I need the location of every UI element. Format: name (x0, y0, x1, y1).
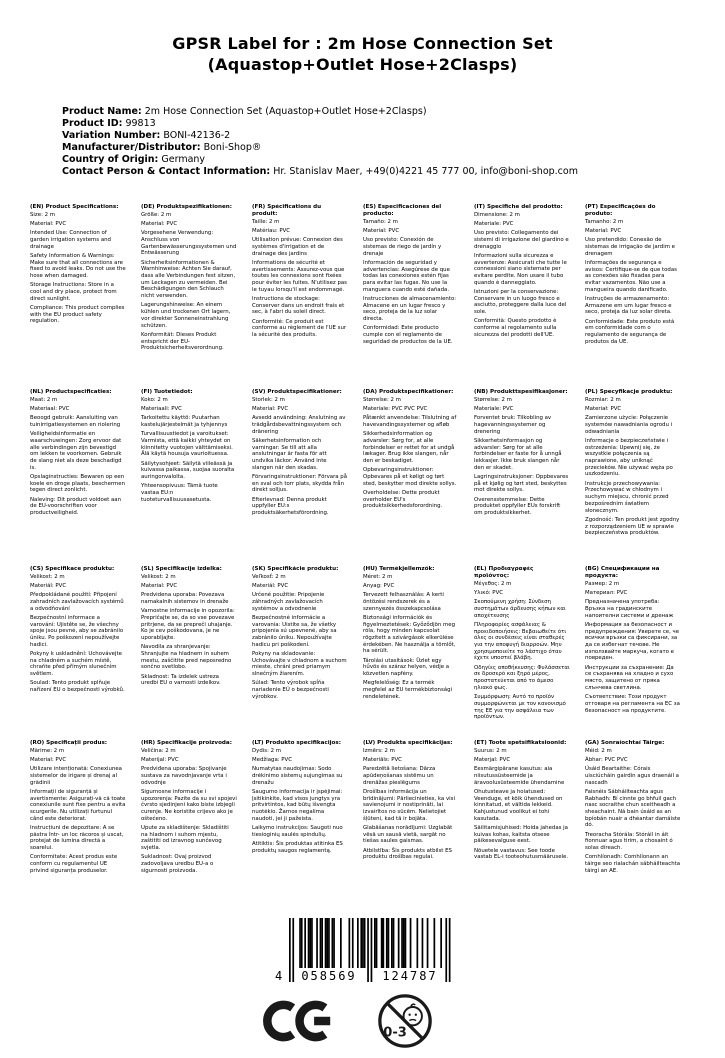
spec-line: Ohutusteave ja hoiatused: Veenduge, et kõik ühendused on kinnitatud, et vältida lekkeid. Kahjustunud voolikut ei tohi kasutada. (474, 788, 563, 822)
spec-line: Súlad: Tento výrobok spĺňa nariadenie EÚ o bezpečnosti výrobkov. (252, 680, 329, 700)
spec-line: Dimensione: 2 m (474, 211, 520, 218)
spec-line: Informacje o bezpieczeństwie i ostrzeżenia: Upewnij się, że wszystkie połączenia są naprawione, aby uniknąć przecieków. Nie używać węża po uszkodzeniu. (585, 437, 673, 478)
spec-line: Overholdelse: Dette produkt overholder EU's produktsikkerhedsforordning. (363, 490, 443, 510)
spec-block-ro (30, 740, 126, 878)
spec-block-es (363, 204, 459, 389)
spec-line: Storage Instructions: Store in a cool and dry place, protect from direct sunlight. (30, 282, 117, 302)
spec-line: Tárolási utasítások: Üzlet egy hűvös és száraz helyen, védje a közvetlen napfény. (363, 657, 450, 678)
spec-line: Съответствие: Този продукт отговаря на регламента на ЕС за безопасност на продуктите. (585, 694, 680, 714)
spec-line: Material: PVC (141, 582, 178, 589)
compliance-symbols (0, 992, 695, 1050)
spec-block-header: (NL) Productspecificaties: (30, 388, 112, 395)
spec-line: Informații de siguranță și avertismente: Asigurați-vă că toate conexiunile sunt fixe pentru a evita scurgerile. Nu utilizați furtunul când este deteriorat. (30, 788, 126, 822)
spec-line: Sicherheitsinformationen & Warnhinweise: Achten Sie darauf, dass alle Verbindungen fest sitzen, um Leckagen zu vermeiden. Bei Beschädigungen den Schlauch nicht verwenden. (141, 259, 236, 300)
spec-line: Instruções de armazenamento: Armazene em um lugar fresco e seco, proteja da luz solar direta. (585, 296, 672, 316)
spec-line: Størrelse: 2 m (363, 396, 401, 403)
product-info-label: Country of Origin: (62, 153, 159, 165)
spec-line: Material: PVC (141, 220, 178, 227)
svg-text:0-3: 0-3 (382, 1025, 407, 1041)
spec-line: Συμμόρφωση: Αυτό το προϊόν συμμορφώνεται με τον κανονισμό της ΕΕ για την ασφάλεια των προϊόντων. (474, 694, 566, 721)
spec-line: Efterlevnad: Denna produkt uppfyller EU:s produktsäkerhetsförordning. (252, 496, 329, 517)
spec-line: Sukladnost: Ovaj proizvod zadovoljava uredbu EU-a o sigurnosti proizvoda. (141, 854, 214, 874)
spec-line: Navodila za shranjevanje: Shranjujte na hladnem in suhem mestu, zaščitite pred neposredno sončno svetlobo. (141, 644, 232, 671)
spec-line: Atitiktis: Šis produktas atitinka ES produktų saugos reglamentą. (252, 841, 343, 854)
spec-line: Sigurnosne informacije i upozorenja: Pazite da su svi spojevi čvrsto sjedinjeni kako biste izbjegli curenje. Ne koristite crijevo ako je oštećeno. (141, 788, 237, 822)
spec-line: Tamaño: 2 m (363, 218, 398, 225)
spec-line: Uso previsto: Collegamento dei sistemi di irrigazione del giardino e drenaggio (474, 230, 569, 250)
spec-line: Drošības informācija un brīdinājumi: Pārliecinieties, ka visi savienojumi ir nostiprināti, lai izvairītos no sūcēm. Nelietojiet šļūteni, kad tā ir bojāta. (363, 788, 455, 822)
age-warning-0-3-icon (376, 992, 434, 1050)
product-info-label: Contact Person & Contact Information: (62, 165, 271, 177)
spec-line: Opslaginstructies: Bewaren op een koele en droge plaats, beschermen tegen direct zonlicht. (30, 474, 126, 494)
spec-line: Úsáid Beartaithe: Córais uisciúcháin gairdín agus draenáil a nascadh (585, 766, 679, 786)
spec-line: Treoracha Stórála: Stóráil in áit fionnuar agus tirim, a chosaint ó solas díreach. (585, 831, 673, 852)
spec-line: Conformitate: Acest produs este conform cu regulamentul UE privind siguranța produselor. (30, 854, 118, 874)
spec-block-pl (585, 389, 681, 566)
spec-line: Nõuetele vastavus: See toode vastab EL-i tooteohutusmäärusele. (474, 847, 569, 861)
spec-block-sl (141, 566, 237, 740)
spec-line: Utilizare intenționată: Conexiunea sistemelor de irigare și drenaj al grădinii (30, 766, 122, 786)
footer (0, 918, 725, 1050)
product-info-line (62, 118, 685, 130)
spec-line: Σκοπούμενη χρήση: Σύνδεση συστημάτων άρδευσης κήπων και αποχέτευσης (474, 599, 566, 619)
product-info-line (62, 106, 685, 118)
spec-line: Lagerungshinweise: An einem kühlen und trockenen Ort lagern, vor direkter Sonneneinstrahlung schützen. (141, 302, 231, 329)
spec-line: Bezpečnostní informace a varování: Ujistěte se, že všechny spoje jsou pevné, aby se zabránilo úniku. Po poškození nepoužívejte hadici. (30, 614, 124, 648)
spec-block-header: (EL) Προδιαγραφές προϊόντος: (474, 565, 534, 579)
spec-block-ga (585, 740, 681, 878)
spec-line: Forventet bruk: Tilkobling av hagevanningssystemer og drenering (474, 415, 552, 435)
spec-line: Upute za skladištenje: Skladištiti na hladnom i suhom mjestu, zaštititi od izravnog sunčevog svjetla. (141, 825, 229, 852)
spec-line: Naleving: Dit product voldoet aan de EU-voorschriften voor productveiligheid. (30, 496, 122, 517)
spec-line: Conformidad: Este producto cumple con el reglamento de seguridad de productos de la UE. (363, 325, 453, 345)
spec-line: Předpokládané použití: Připojení zahradních zavlažovacích systémů a odvodňování (30, 592, 124, 612)
spec-line: Yhteensopivuus: Tämä tuote vastaa EU:n tuoteturvallisuusasetusta. (141, 483, 218, 503)
spec-line: Zgodność: Ten produkt jest zgodny z rozporządzeniem UE w sprawie bezpieczeństwa produktów. (585, 516, 680, 537)
spec-line: Uso pretendido: Conexão de sistemas de irrigação de jardim e drenagem (585, 237, 675, 257)
spec-line: Información de seguridad y advertencias: Asegúrese de que todas las conexiones estén fijas para evitar las fugas. No use la manguera cuando esté dañada. (363, 259, 450, 293)
product-info-label: Product ID: (62, 117, 123, 129)
barcode-left-digit: 4 (274, 969, 282, 983)
spec-line: Anyag: PVC (363, 582, 395, 589)
ce-mark-icon (262, 996, 334, 1046)
spec-block-header: (ET) Toote spetsifikatsioonid: (474, 739, 567, 746)
spec-line: Určené použitie: Pripojenie záhradných zavlažovacích systémov a odvodnenie (252, 592, 325, 612)
spec-line: Size: 2 m (30, 211, 55, 218)
spec-block-en (30, 204, 126, 389)
spec-line: Μέγεθος: 2 m (474, 580, 512, 587)
spec-line: Atbilstība: Šis produkts atbilst ES produktu drošības regulai. (363, 847, 452, 861)
spec-line: Rozmiar: 2 m (585, 396, 621, 403)
spec-block-header: (HR) Specifikacije proizvoda: (141, 739, 232, 746)
spec-line: Bezpečnostné informácie a varovania: Uistite sa, že všetky pripojenia sú upevnené, aby sa zabránilo úniku. Nepoužívajte hadicu pri poškodení. (252, 614, 337, 648)
spec-line: Tarkoitettu käyttö: Puutarhan kastelujärjestelmät ja tyhjennys (141, 415, 228, 428)
spec-line: Instrucțiuni de depozitare: A se păstra într- un loc răcoros și uscat, protejat de lumina directă a soarelui. (30, 825, 124, 852)
spec-block-header: (LV) Produkta specifikācijas: (363, 739, 453, 746)
product-info-value: Boni-Shop® (200, 141, 262, 153)
spec-line: Påtænkt anvendelse: Tilslutning af havevandingssystemer og afløb (363, 415, 457, 428)
spec-line: Materiale: PVC PVC PVC (363, 405, 428, 412)
spec-block-nb (474, 389, 570, 566)
spec-line: Materjal: PVC (474, 756, 511, 763)
spec-line: Предназначена употреба: Връзка на градинските напоителни системи и дренаж (585, 599, 674, 619)
spec-line: Méid: 2 m (585, 747, 612, 754)
spec-line: Veličina: 2 m (141, 747, 176, 754)
product-info (62, 106, 685, 178)
spec-line: Lagringsinstruksjoner: Oppbevares på et kjølig og tørt sted, beskyttes mot direkte sollys. (474, 474, 569, 494)
spec-line: Predvidena uporaba: Povezava namakalnih sistemov in drenaže (141, 592, 229, 605)
product-info-line (62, 166, 685, 178)
spec-block-header: (PT) Especificações do produto: (585, 203, 656, 217)
spec-block-header: (SK) Špecifikácie produktu: (252, 565, 339, 572)
spec-line: Informations de sécurité et avertissements: Assurez-vous que toutes les connexions sont fixées pour éviter les fuites. N'utilisez pas le tuyau lorsqu'il est endommagé. (252, 259, 347, 293)
spec-line: Eesmärgipärane kasutus: aia niisutussüsteemide ja äravoolusüsteemide ühendamine (474, 766, 565, 786)
spec-block-header: (FR) Spécifications du produit: (252, 203, 322, 217)
spec-line: Vorgesehene Verwendung: Anschluss von Gartenbewässerungssystemen und Entwässerung (141, 230, 237, 257)
product-info-value: 2m Hose Connection Set (Aquastop+Outlet Hose+2Clasps) (141, 105, 427, 117)
spec-block-header: (CS) Specifikace produktu: (30, 565, 115, 572)
spec-line: Conformité: Ce produit est conforme au règlement de l'UE sur la sécurité des produits. (252, 318, 347, 339)
spec-line: Megfelelőség: Ez a termék megfelel az EU termékbiztonsági rendeletének. (363, 680, 452, 700)
spec-line: Material: PVC (30, 220, 67, 227)
spec-block-header: (DE) Produktspezifikationen: (141, 203, 232, 210)
product-info-label: Product Name: (62, 105, 142, 117)
spec-block-header: (IT) Specifiche del prodotto: (474, 203, 563, 210)
spec-line: Conformidade: Este produto está em conformidade com o regulamento de segurança de produtos da UE. (585, 318, 675, 345)
spec-line: Konformität: Dieses Produkt entspricht der EU-Produktsicherheitsverordnung. (141, 331, 224, 352)
spec-line: Compliance: This product complies with the EU product safety regulation. (30, 305, 125, 325)
page-title: GPSR Label for : 2m Hose Connection Set (Aquastop+Outlet Hose+2Clasps) (172, 34, 553, 74)
spec-line: Pokyny k uskladnění: Uchovávejte na chladném a suchém místě, chraňte před přímým slunečním světlem. (30, 651, 122, 678)
spec-line: Materiál: PVC (30, 582, 67, 589)
barcode-row (0, 918, 725, 990)
spec-line: Predviđena uporaba: Spojivanje sustava za navodnjavanje vrta i odvodnje (141, 766, 227, 786)
product-info-label: Manufacturer/Distributor: (62, 141, 201, 153)
spec-block-header: (EN) Product Specifications: (30, 203, 119, 210)
spec-block-header: (HU) Termékjellemzők: (363, 565, 435, 572)
spec-line: Размер: 2 m (585, 580, 620, 587)
spec-block-header: (DA) Produktspecifikationer: (363, 388, 454, 395)
barcode-group1: 058569 (300, 969, 357, 983)
spec-line: Tervezett felhasználás: A kerti öntözési rendszerek és a szennyezés összekapcsolása (363, 592, 444, 612)
spec-line: Förvaringsinstruktioner: Förvara på en sval och torr plats, skydda från direkt solljus. (252, 474, 348, 494)
spec-line: Storlek: 2 m (252, 396, 285, 403)
spec-line: Conformità: Questo prodotto è conforme al regolamento sulla sicurezza dei prodotti dell'UE. (474, 318, 557, 338)
spec-line: Sikkerhedsinformation og advarsler: Sørg for, at alle forbindelser er rettet for at undgå lækager. Brug ikke slangen, når den er beskadiget. (363, 431, 455, 464)
spec-line: Materiaal: PVC (30, 405, 70, 412)
spec-line: Velikost: 2 m (30, 573, 65, 580)
spec-line: Informazioni sulla sicurezza e avvertenze: Assicurati che tutte le connessioni siano sistemate per evitare perdite. Non usare il tubo quando è danneggiato. (474, 252, 567, 286)
spec-line: Material: PVC (363, 227, 400, 234)
spec-grid (30, 204, 725, 878)
spec-block-hu (363, 566, 459, 740)
spec-line: Материал: PVC (585, 589, 628, 596)
spec-line: Υλικό: PVC (474, 589, 504, 596)
spec-line: Instructions de stockage: Conserver dans un endroit frais et sec, à l'abri du soleil direct. (252, 296, 345, 316)
spec-line: Safety Information & Warnings: Make sure that all connections are fixed to avoid leaks. Do not use the hose when damaged. (30, 252, 126, 279)
product-info-value: 99813 (122, 117, 156, 129)
spec-line: Instrukcje przechowywania: Przechowywać w chłodnym i suchym miejscu, chronić przed bezpośrednim światłem słonecznym. (585, 480, 669, 514)
spec-line: Informações de segurança e avisos: Certifique-se de que todas as conexões são fixadas para evitar vazamentos. Não use a mangueira quando danificado. (585, 259, 677, 293)
spec-line: Soulad: Tento produkt splňuje nařízení EU o bezpečnosti výrobků. (30, 680, 125, 694)
spec-block-cs (30, 566, 126, 740)
spec-line: Istruzioni per la conservazione: Conservare in un luogo fresco e asciutto, proteggere dalla luce del sole. (474, 289, 567, 316)
spec-line: Инструкции за съхранение: Да се съхранява на хладно и сухо място, защитено от пряка слънчева светлина. (585, 664, 674, 691)
spec-line: Saugumo informacija ir įspėjimai: Įsitikinkite, kad visos jungtys yra pritvirtintos, kad būtų išvengta nuotėkio. Žarnos negalima naudoti, jei ji pažeista. (252, 788, 343, 822)
spec-line: Maat: 2 m (30, 396, 58, 403)
spec-line: Avsedd användning: Anslutning av trädgårdsbevattningssystem och dränering (252, 415, 346, 435)
spec-line: Säkerhetsinformation och varningar: Se till att alla anslutningar är fasta för att undvika läckor. Använd inte slangen när den skadas. (252, 437, 327, 471)
spec-line: Material: PVC (585, 227, 622, 234)
product-info-value: BONI-42136-2 (160, 129, 231, 141)
product-info-label: Variation Number: (62, 129, 161, 141)
spec-block-lv (363, 740, 459, 878)
spec-line: Utilisation prévue: Connexion des systèmes d'irrigation et de drainage des jardins (252, 237, 343, 257)
spec-line: Matériau: PVC (252, 227, 291, 234)
spec-line: Overensstemmelse: Dette produktet oppfyller EUs forskrift om produktsikkerhet. (474, 496, 561, 517)
spec-line: Säilitamisjuhised: Hoida jahedas ja kuivas kohas, kaitsta otsese päikesevalguse eest. (474, 825, 568, 845)
spec-block-da (363, 389, 459, 566)
spec-block-bg (585, 566, 681, 740)
spec-block-header: (PL) Specyfikacje produktu: (585, 388, 673, 395)
spec-block-header: (SV) Produktspecifikationer: (252, 388, 342, 395)
spec-line: Materiāls: PVC (363, 756, 402, 763)
spec-line: Tamanho: 2 m (585, 218, 624, 225)
spec-block-header: (NB) Produkttspesifikasjoner: (474, 388, 568, 395)
spec-block-header: (SL) Specifikacije izdelka: (141, 565, 222, 572)
spec-line: Säilytysohjeet: Säilytä viileässä ja kuivassa paikassa, suojaa suoralta auringonvalolta. (141, 460, 235, 480)
spec-block-header: (FI) Tuotetiedot: (141, 388, 193, 395)
spec-line: Material: PVC (252, 405, 289, 412)
spec-line: Materiał: PVC (585, 405, 622, 412)
spec-block-sv (252, 389, 348, 566)
spec-line: Velikost: 2 m (141, 573, 176, 580)
spec-block-fi (141, 389, 237, 566)
spec-line: Sikkerhetsinformasjon og advarsler: Sørg for at alle forbindelser er faste for å unngå lekkasjer. Ikke bruk slangen når den er skadet. (474, 437, 562, 471)
spec-block-fr (252, 204, 348, 389)
spec-line: Materiál: PVC (252, 582, 289, 589)
spec-line: Taille: 2 m (252, 218, 280, 225)
spec-line: Varnostne informacije in opozorila: Prepričajte se, da so vse povezave pritrjene, da se prepreči uhajanje. Ko je cev poškodovana, je ne uporabljajte. (141, 608, 235, 641)
spec-line: Méret: 2 m (363, 573, 393, 580)
spec-line: Glabāšanas norādījumi: Uzglabāt vēsā un sausā vietā, sargāt no tiešas saules gaismas. (363, 825, 453, 845)
spec-block-hr (141, 740, 237, 878)
product-info-value: Hr. Stanislav Maer, +49(0)4221 45 777 00, info@boni-shop.com (270, 165, 578, 177)
spec-line: Faisnéis Sábháilteachta agus Rabhadh: Bí cinnte go bhfuil gach nasc socraithe chun sceitheadh a sheachaint. Ná bain úsáid as an bpíobán nuair a dhéantar damáiste dó. (585, 788, 681, 829)
spec-line: Izmērs: 2 m (363, 747, 395, 754)
spec-line: Størrelse: 2 m (474, 396, 512, 403)
spec-block-et (474, 740, 570, 878)
spec-line: Ábhar: PVC PVC (585, 756, 628, 763)
spec-line: Uso previsto: Conexión de sistemas de riego de jardín y drenaje (363, 237, 442, 257)
spec-block-header: (BG) Спецификации на продукта: (585, 565, 660, 579)
spec-block-pt (585, 204, 681, 389)
spec-line: Intended Use: Connection of garden irrigation systems and drainage (30, 230, 111, 250)
spec-line: Turvallisuustiedot ja varoitukset: Varmista, että kaikki yhteydet on kiinnitetty vuotojen välttämiseksi. Älä käytä housuja vaurioituessa. (141, 431, 233, 458)
spec-block-header: (ES) Especificaciones del producto: (363, 203, 442, 217)
product-info-line (62, 130, 685, 142)
spec-line: Medžiaga: PVC (252, 756, 292, 763)
spec-block-header: (GA) Sonraíochtaí Táirge: (585, 739, 665, 746)
product-info-line (62, 142, 685, 154)
spec-line: Skladnost: Ta izdelek ustreza uredbi EU o varnosti izdelkov. (141, 673, 221, 687)
spec-line: Veľkosť: 2 m (252, 573, 286, 580)
spec-block-lt (252, 740, 348, 878)
spec-line: Biztonsági információk és figyelmeztetések: Győződjön meg róla, hogy minden kapcsolat rögzített a szivárgások elkerülése érdekében. Ne használja a tömlőt, ha sérült. (363, 614, 456, 655)
spec-line: Numatytas naudojimas: Sodo drėkinimo sistemų sujungimas su drenažu (252, 766, 343, 786)
spec-block-header: (LT) Produkto specifikacijos: (252, 739, 341, 746)
spec-line: Materiale: PVC (474, 220, 514, 227)
spec-line: Информация за безопасност и предупреждения: Уверете се, че всички връзки са фиксирани, за да се избегнат течове. Не използвайте маркуча, когато е повреден. (585, 621, 680, 662)
spec-line: Suurus: 2 m (474, 747, 507, 754)
spec-line: Opbevaringsinstruktioner: Opbevares på et køligt og tørt sted, beskytter mod direkte sollys. (363, 467, 457, 487)
spec-line: Materiaali: PVC (141, 405, 182, 412)
spec-line: Größe: 2 m (141, 211, 172, 218)
spec-block-nl (30, 389, 126, 566)
spec-block-el (474, 566, 570, 740)
spec-block-sk (252, 566, 348, 740)
product-info-value: Germany (158, 153, 206, 165)
product-info-line (62, 154, 685, 166)
spec-line: Dydis: 2 m (252, 747, 281, 754)
spec-line: Materijal: PVC (141, 756, 179, 763)
spec-line: Beoogd gebruik: Aansluiting van tuinirrigatiesystemen en riolering (30, 415, 121, 428)
spec-line: Οδηγίες αποθήκευσης: Φυλάσσεται σε δροσερό και ξηρό μέρος, προστατεύεται από το άμεσο ηλιακό φως. (474, 664, 570, 691)
spec-line: Comhlíonadh: Comhlíonann an táirge seo rialachán sábháilteachta táirgí an AE. (585, 854, 681, 874)
spec-block-it (474, 204, 570, 389)
spec-line: Materiale: PVC (474, 405, 514, 412)
ean-barcode (265, 918, 461, 990)
spec-block-header: (RO) Specificații produs: (30, 739, 108, 746)
spec-line: Veiligheidsinformatie en waarschuwingen: Zorg ervoor dat alle verbindingen zijn bevestigd om lekken te voorkomen. Gebruik de slang niet als deze beschadigd is. (30, 431, 122, 471)
spec-line: Zamierzone użycie: Połączenie systemów nawadniania ogrodu i odwadniania (585, 415, 673, 435)
spec-line: Instrucciones de almacenamiento: Almacene en un lugar fresco y seco, proteja de la luz solar directa. (363, 296, 457, 323)
spec-block-de (141, 204, 237, 389)
spec-line: Laikymo instrukcijos: Saugoti nuo tiesioginių saulės spindulių. (252, 825, 343, 838)
spec-line: Mărime: 2 m (30, 747, 65, 754)
spec-line: Πληροφορίες ασφάλειας & προειδοποιήσεις: Βεβαιωθείτε ότι όλες οι συνδέσεις είναι σταθερές για την αποφυγή διαρροών. Μην χρησιμοποιείτε το λάστιχο όταν έχετε υποστεί βλάβη. (474, 621, 567, 662)
spec-line: Material: PVC (30, 756, 67, 763)
spec-line: Pokyny na skladovanie: Uchovávajte v chladnom a suchom mieste, chráni pred priamym slnečným žiarením. (252, 651, 347, 678)
barcode-group2: 124787 (381, 969, 438, 983)
spec-line: Koko: 2 m (141, 396, 168, 403)
spec-line: Paredzētā lietošana: Dārza apūdeņošanas sistēmu un drenāžas pieslēgums (363, 766, 436, 786)
